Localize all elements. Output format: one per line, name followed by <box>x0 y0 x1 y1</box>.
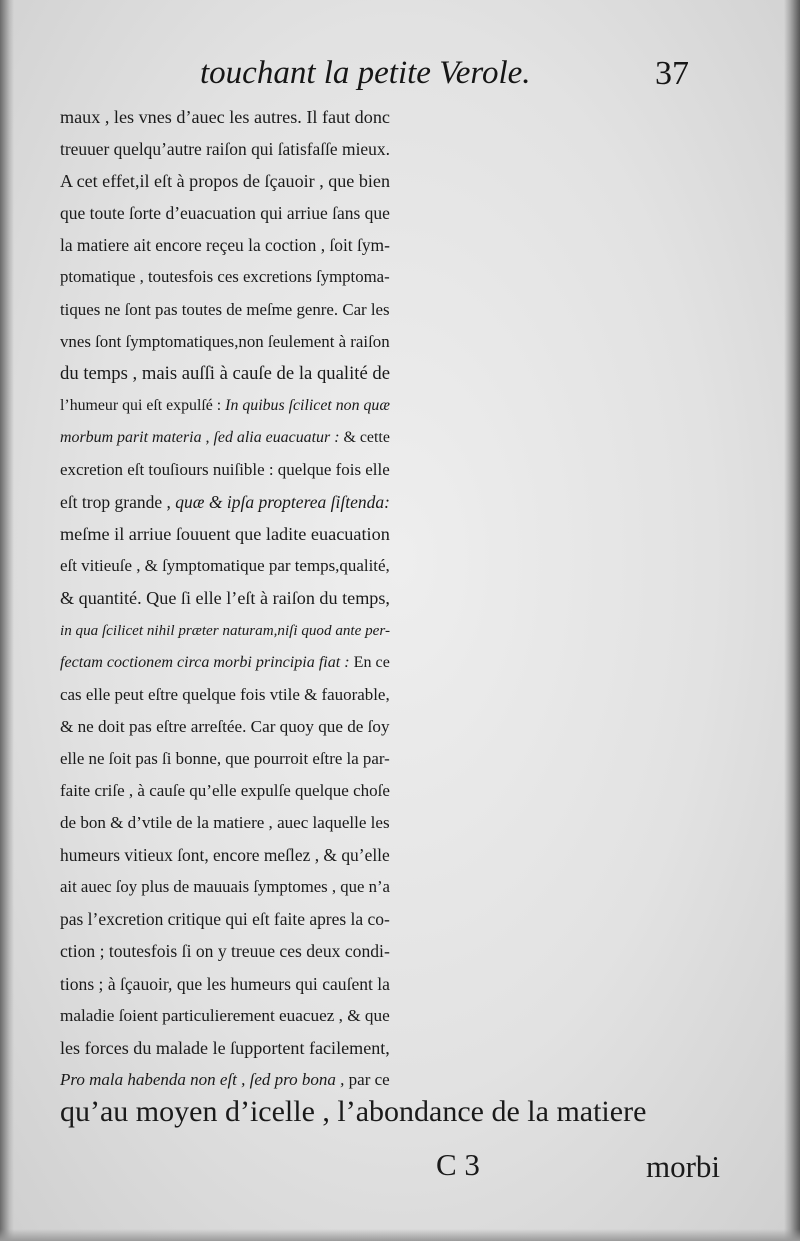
latin-italic-text: fectam coctionem circa morbi principia fiat : <box>60 653 350 671</box>
text-line <box>60 294 720 326</box>
text-line <box>60 935 720 967</box>
text-segment: & ne doit pas eſtre arreſtée. Car quoy que de ſoy <box>60 716 390 736</box>
text-line <box>60 968 720 1000</box>
text-line <box>60 582 720 614</box>
text-line <box>60 390 720 422</box>
latin-italic-text: in qua ſcilicet nihil præter naturam,niſi quod ante per- <box>60 622 390 639</box>
text-segment: treuuer quelqu’autre raiſon qui ſatisfaſſe mieux. <box>60 139 390 160</box>
text-segment: ptomatique , toutesfois ces excretions ſymptoma- <box>60 267 390 287</box>
text-segment: En ce <box>349 653 390 671</box>
text-segment: faite criſe , à cauſe qu’elle expulſe quelque choſe <box>60 780 390 800</box>
running-head-title: touchant la petite Verole. <box>200 55 531 91</box>
text-line <box>60 743 720 775</box>
text-line <box>60 454 720 486</box>
text-line <box>60 1032 720 1064</box>
text-segment: les forces du malade le ſupportent facilement, <box>60 1037 390 1058</box>
text-line <box>60 839 720 871</box>
text-line <box>60 711 720 743</box>
text-segment: eſt vitieuſe , & ſymptomatique par temps,qualité, <box>60 556 390 576</box>
text-line <box>60 647 720 679</box>
text-segment: du temps , mais auſſi à cauſe de la qualité de <box>60 362 391 384</box>
text-segment: meſme il arriue ſouuent que ladite euacuation <box>60 524 390 545</box>
text-segment: ction ; toutesfois ſi on y treuue ces deux condi- <box>60 941 390 962</box>
latin-italic-text: Pro mala habenda non eſt , ſed pro bona , <box>60 1069 345 1089</box>
text-line <box>60 518 720 550</box>
text-segment: par ce <box>344 1069 390 1089</box>
text-line <box>60 1064 720 1096</box>
text-line <box>60 615 720 647</box>
text-segment: maladie ſoient particulierement euacuez , & que <box>60 1005 390 1025</box>
text-segment: vnes ſont ſymptomatiques,non ſeulement à raiſon <box>60 331 390 351</box>
text-segment: maux , les vnes d’auec les autres. Il faut donc <box>60 107 390 127</box>
text-segment: cas elle peut eſtre quelque fois vtile & fauorable, <box>60 684 390 704</box>
text-line <box>60 903 720 935</box>
text-segment: qu’au moyen d’icelle , l’abondance de la matiere <box>60 1094 647 1128</box>
text-line <box>60 486 720 518</box>
text-segment: tions ; à ſçauoir, que les humeurs qui cauſent la <box>60 973 390 994</box>
catchword: morbi <box>646 1149 721 1184</box>
text-line <box>60 229 720 261</box>
latin-italic-text: quæ & ipſa propterea ſiſtenda: <box>175 492 390 513</box>
text-line <box>60 871 720 903</box>
text-segment: de bon & d’vtile de la matiere , auec laquelle les <box>60 813 390 833</box>
text-line <box>60 550 720 582</box>
page-edge-shadow <box>784 0 800 1241</box>
text-line <box>60 1096 720 1128</box>
text-line <box>60 326 720 358</box>
text-segment: la matiere ait encore reçeu la coction , ſoit ſym- <box>60 235 390 256</box>
text-segment: humeurs vitieux ſont, encore meſlez , & qu’elle <box>60 845 390 866</box>
body-text <box>60 101 720 1128</box>
text-segment: A cet effet,il eſt à propos de ſçauoir , que bien <box>60 171 390 192</box>
text-segment: elle ne ſoit pas ſi bonne, que pourroit eſtre la par- <box>60 748 390 768</box>
text-line <box>60 422 720 454</box>
text-segment: & quantité. Que ſi elle l’eſt à raiſon du temps, <box>60 588 390 609</box>
text-line <box>60 807 720 839</box>
text-segment: l’humeur qui eſt expulſé : <box>60 396 226 414</box>
page-binding-shadow <box>0 0 14 1241</box>
text-segment: tiques ne ſont pas toutes de meſme genre. Car les <box>60 299 390 319</box>
text-line <box>60 679 720 711</box>
latin-italic-text: morbum parit materia , ſed alia euacuatur : <box>60 428 340 446</box>
text-line <box>60 197 720 229</box>
text-line <box>60 261 720 293</box>
text-line <box>60 133 720 165</box>
text-line <box>60 358 720 390</box>
text-segment: ait auec ſoy plus de mauuais ſymptomes , que n’a <box>60 877 390 897</box>
signature-mark: C 3 <box>436 1147 480 1182</box>
text-segment: eſt trop grande , <box>60 492 176 513</box>
text-segment: & cette <box>339 428 390 446</box>
page-number: 37 <box>655 55 689 92</box>
text-line <box>60 775 720 807</box>
text-segment: pas l’excretion critique qui eſt faite apres la co- <box>60 909 390 930</box>
page-bottom-shadow <box>0 1229 800 1241</box>
text-segment: excretion eſt touſiours nuiſible : quelque fois elle <box>60 460 390 480</box>
text-line <box>60 101 720 133</box>
text-segment: que toute ſorte d’euacuation qui arriue ſans que <box>60 203 390 224</box>
latin-italic-text: In quibus ſcilicet non quæ <box>225 396 390 414</box>
text-line <box>60 165 720 197</box>
text-line <box>60 1000 720 1032</box>
